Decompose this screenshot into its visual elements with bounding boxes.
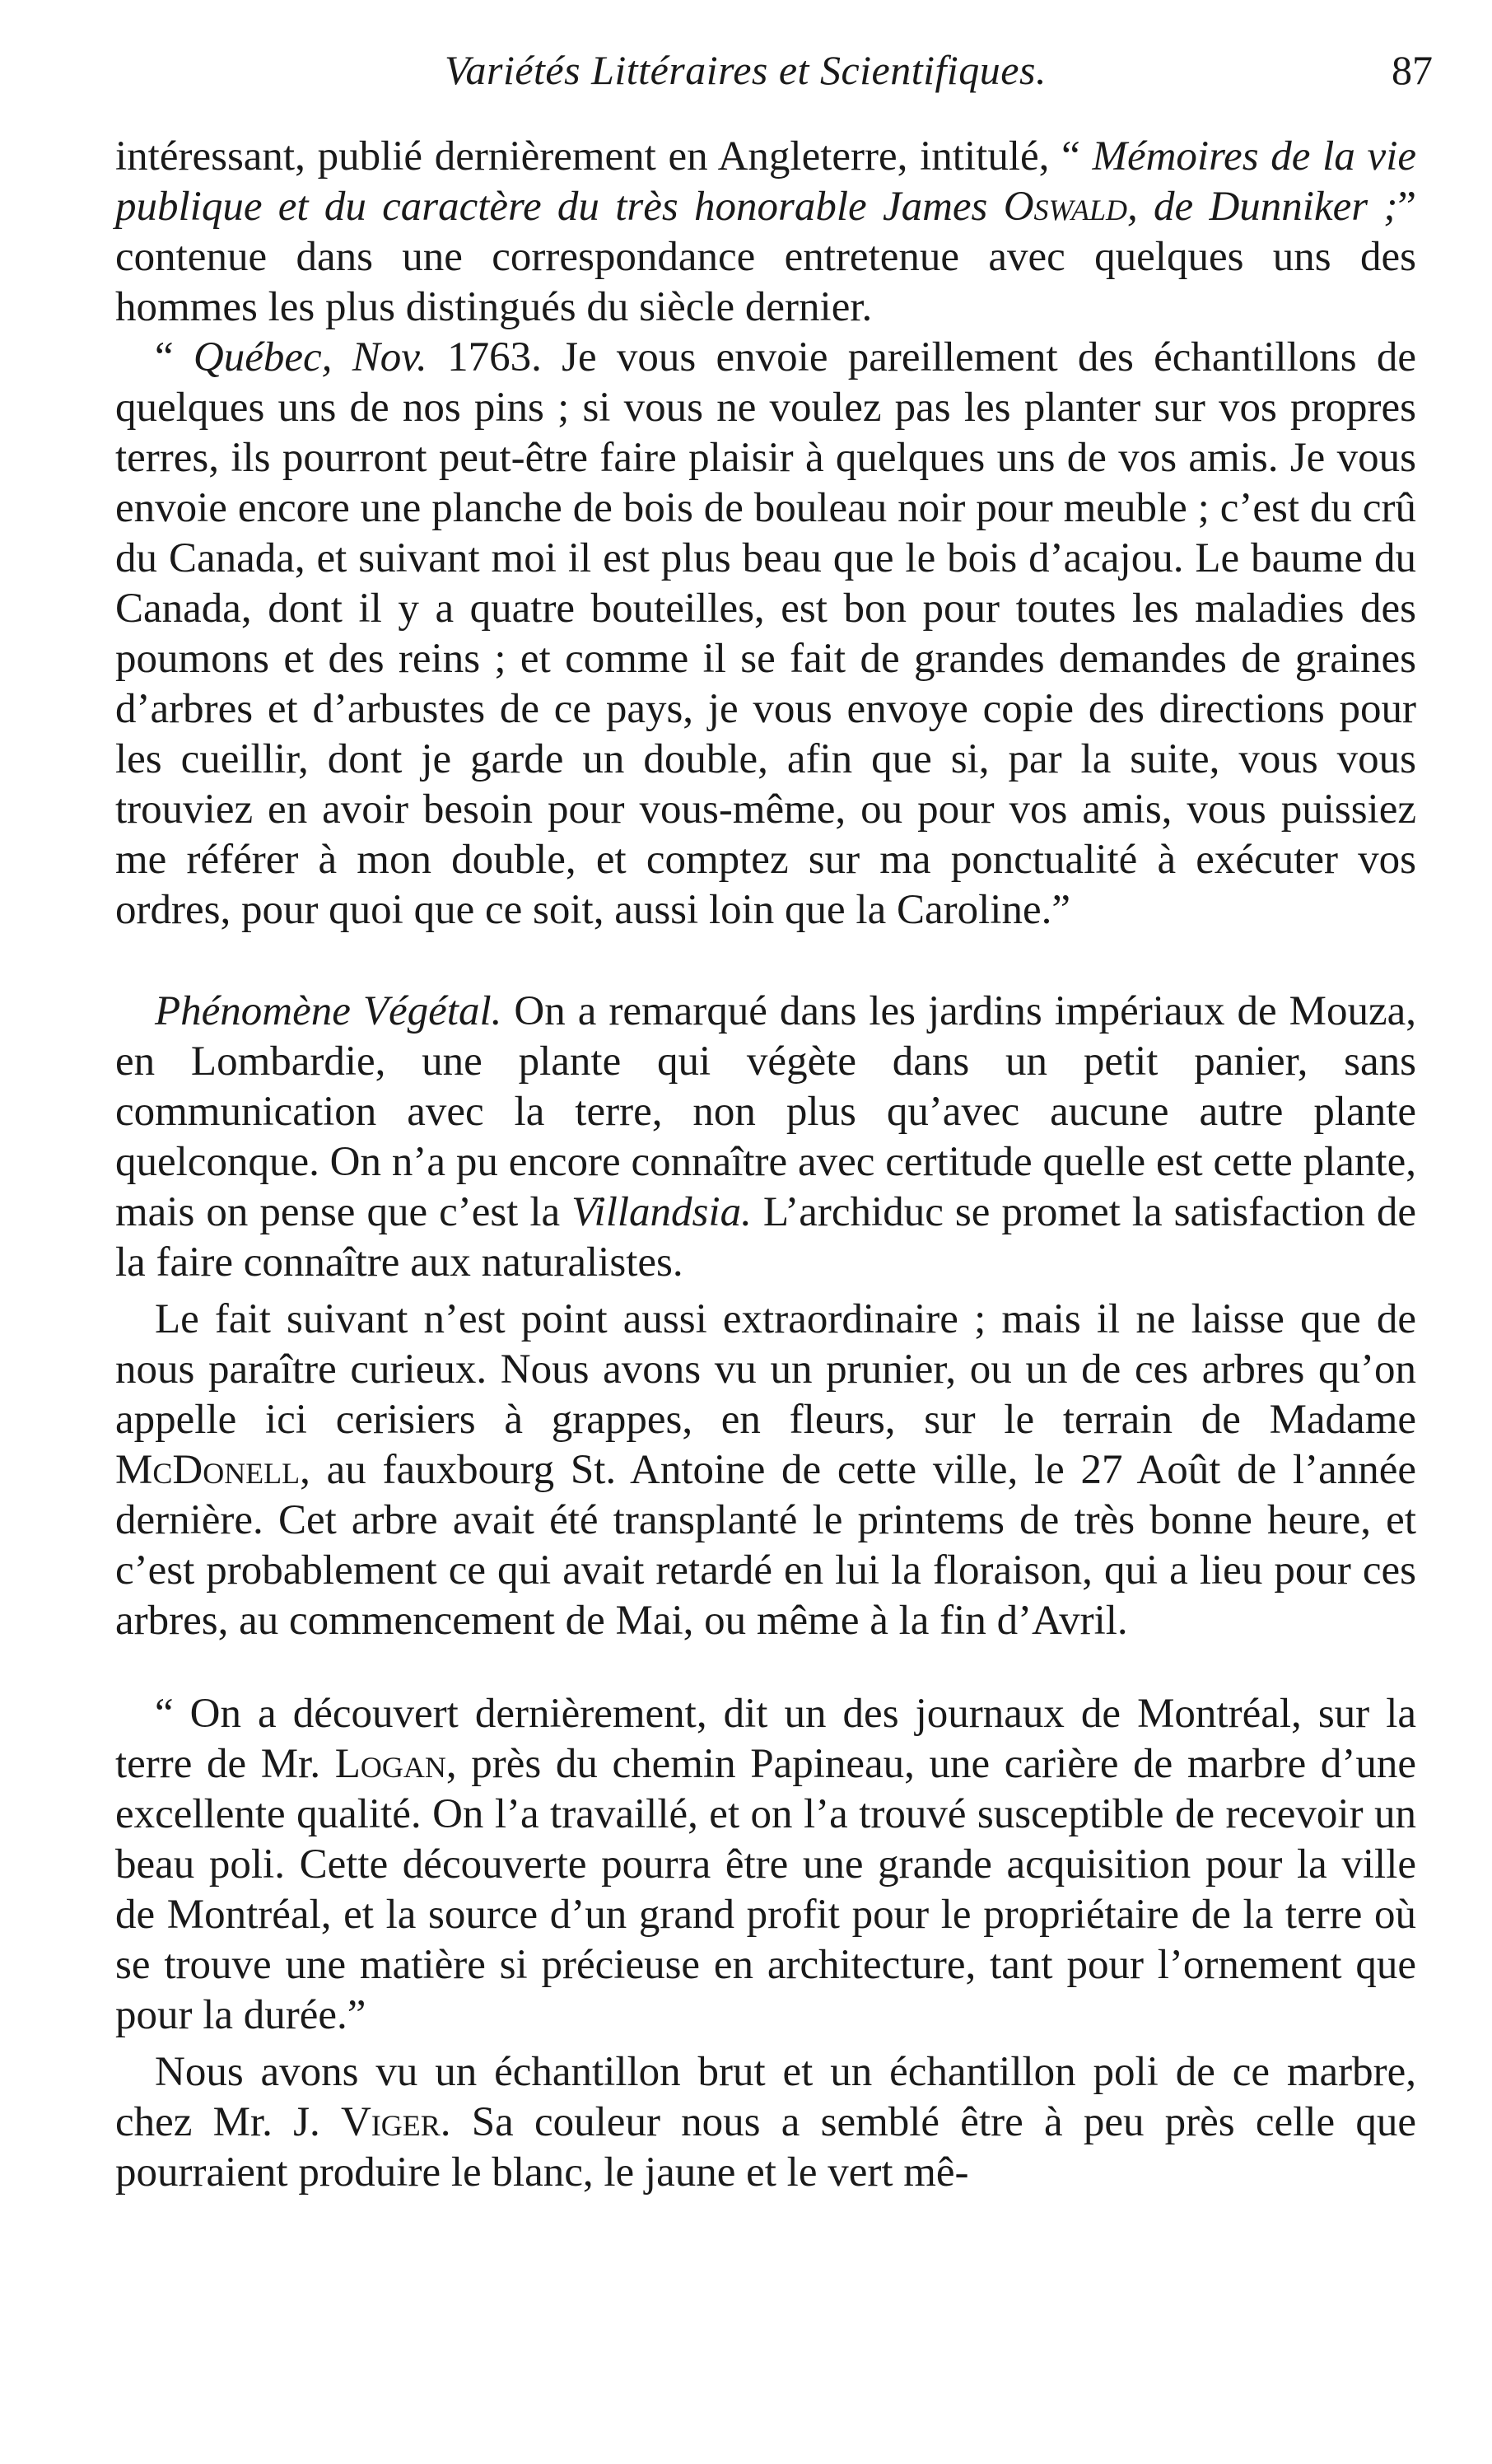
paragraph-phenomene-vegetal: Phénomène Végétal. On a remarqué dans les jardins impériaux de Mouza, en Lombardie, une plante qui végète dans un petit panier, sans communication avec la terre, non plus qu’avec aucune autre plante quelconque. On n’a pu encore connaître avec certitude quelle est cette plante, mais on pense que c’est la Villandsia. L’archiduc se promet la satisfaction de la faire connaître aux naturalistes. [115,988,1417,1286]
running-head [445,46,1433,104]
paragraph-marbre-echantillon: Nous avons vu un échantillon brut et un échantillon poli de ce marbre, chez Mr. J. Viger. Sa couleur nous a semblé être à peu près celle que pourraient produire le blanc, le jaune et le vert mê- [115,2049,1416,2196]
section-heading: Phénomène Végétal. [155,988,502,1034]
page-number: 87 [1392,47,1433,93]
body-text [115,132,1416,2198]
paragraph-prunier: Le fait suivant n’est point aussi extraordinaire ; mais il ne laisse que de nous paraître curieux. Nous avons vu un prunier, ou un de ces arbres qu’on appelle ici cerisiers à grappes, en fleurs, sur le terrain de Madame McDonell, au fauxbourg St. Antoine de cette ville, le 27 Août de l’année dernière. Cet arbre avait été transplanté le printems de très bonne heure, et c’est probablement ce qui avait retardé en lui la floraison, qui a lieu pour ces arbres, au commencement de Mai, ou même à la fin d’Avril. [115,1296,1416,1644]
paragraph-memoires: intéressant, publié dernièrement en Angleterre, intitulé, “ Mémoires de la vie publique et du caractère du très honorable James Oswald, de Dunniker ;” contenue dans une correspondance entretenue avec quelques uns des hommes les plus distingués du siècle dernier. [115,133,1416,330]
running-title: Variétés Littéraires et Scientifiques. [445,47,1047,93]
paragraph-marbre-quote: “ On a découvert dernièrement, dit un des journaux de Montréal, sur la terre de Mr. Logan, près du chemin Papineau, une carière de marbre d’une excellente qualité. On l’a travaillé, et on l’a trouvé susceptible de recevoir un beau poli. Cette découverte pourra être une grande acquisition pour la ville de Montréal, et la source d’un grand profit pour le propriétaire de la terre où se trouve une matière si précieuse en architecture, tant pour l’ornement que pour la durée.” [115,1691,1416,2038]
paragraph-quebec-letter: “ Québec, Nov. 1763. Je vous envoie pareillement des échantillons de quelques uns de nos pins ; si vous ne voulez pas les planter sur vos propres terres, ils pourront peut-être faire plaisir à quelques uns de vos amis. Je vous envoie encore une planche de bois de bouleau noir pour meuble ; c’est du crû du Canada, et suivant moi il est plus beau que le bois d’acajou. Le baume du Canada, dont il y a quatre bouteilles, est bon pour toutes les maladies des poumons et des reins ; et comme il se fait de grandes demandes de graines d’arbres et d’arbustes de ce pays, je vous envoye copie des directions pour les cueillir, dont je garde un double, afin que si, par la suite, vous vous trouviez en avoir besoin pour vous-même, ou pour vos amis, vous puissiez me référer à mon double, et comptez sur ma ponctualité à exécuter vos ordres, pour quoi que ce soit, aussi loin que la Caroline.” [115,334,1417,933]
